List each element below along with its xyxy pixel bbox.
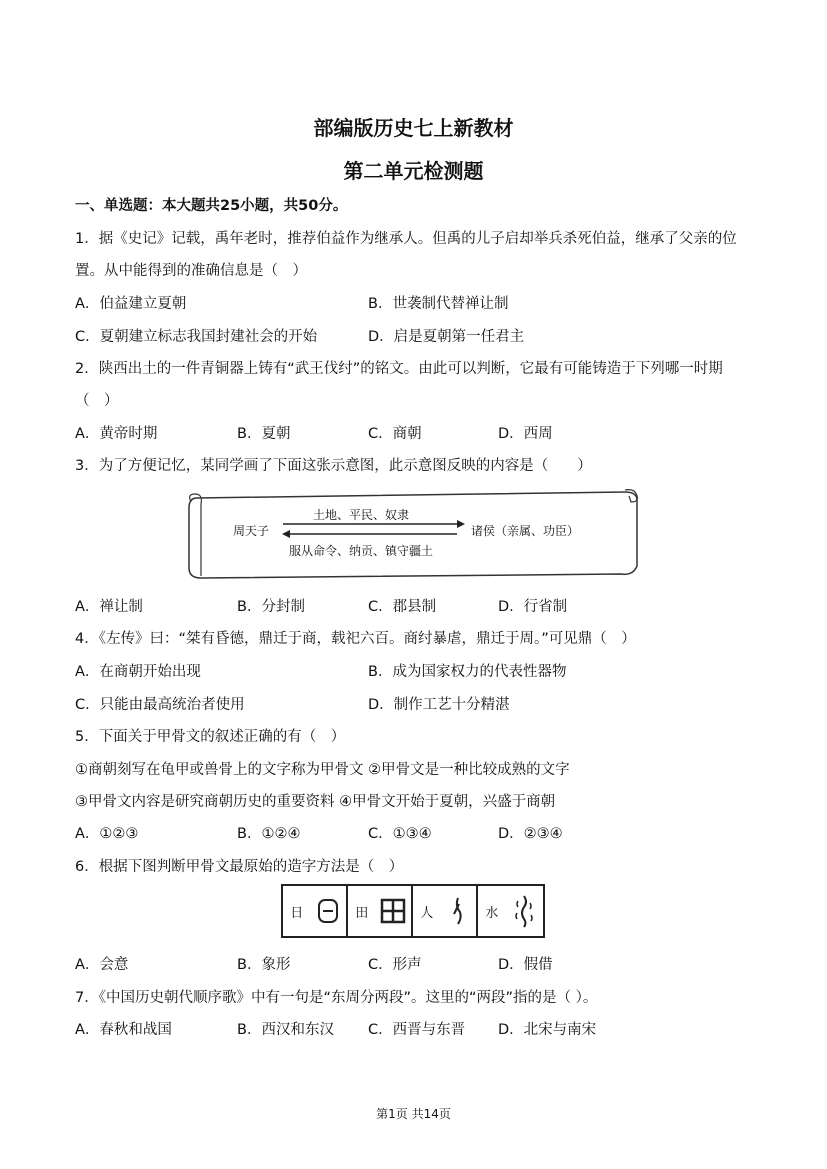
oracle-person-glyph: [441, 886, 478, 936]
q5-statement-2: ③甲骨文内容是研究商朝历史的重要资料 ④甲骨文开始于夏朝，兴盛于商朝: [75, 794, 556, 810]
title-main: 部编版历史七上新教材: [313, 116, 514, 140]
page-footer: 第1页 共14页: [376, 1107, 451, 1121]
diagram-right-label: 诸侯（亲属、功臣）: [471, 524, 580, 538]
q4-option-d: D．制作工艺十分精湛: [368, 697, 510, 713]
q6-option-d: D．假借: [498, 957, 553, 973]
q5-option-b: B．①②④: [237, 826, 301, 842]
oracle-character-table: [281, 884, 545, 938]
char-label-sun: 日: [290, 905, 304, 921]
diagram-bottom-label: 服从命令、纳贡、镇守疆土: [289, 544, 434, 558]
q5-statement-1: ①商朝刻写在龟甲或兽骨上的文字称为甲骨文 ②甲骨文是一种比较成熟的文字: [75, 762, 570, 778]
q1-stem-1: 1．据《史记》记载，禹年老时，推荐伯益作为继承人。但禹的儿子启却举兵杀死伯益，继承了父亲的位: [75, 231, 737, 247]
q3-option-a: A．禅让制: [75, 599, 143, 615]
q2-stem-1: 2．陕西出土的一件青铜器上铸有“武王伐纣”的铭文。由此可以判断，它最有可能铸造于下列哪一时期: [75, 361, 723, 377]
q5-option-d: D．②③④: [498, 826, 563, 842]
q6-option-c: C．形声: [368, 957, 422, 973]
q3-option-c: C．郡县制: [368, 599, 437, 615]
char-label-water: 水: [485, 905, 499, 921]
q2-stem-2: （ ）: [75, 393, 119, 409]
oracle-sun-glyph: [311, 886, 348, 936]
char-label-person: 人: [420, 905, 434, 921]
q6-stem: 6．根据下图判断甲骨文最原始的造字方法是（ ）: [75, 859, 404, 875]
fief-system-diagram: [185, 488, 640, 580]
q1-option-a: A．伯益建立夏朝: [75, 296, 187, 312]
q7-option-c: C．西晋与东晋: [368, 1022, 466, 1038]
q2-option-c: C．商朝: [368, 426, 422, 442]
q6-option-a: A．会意: [75, 957, 129, 973]
q4-option-b: B．成为国家权力的代表性器物: [368, 664, 567, 680]
q4-option-c: C．只能由最高统治者使用: [75, 697, 245, 713]
q7-option-a: A．春秋和战国: [75, 1022, 172, 1038]
q4-stem: 4．《左传》曰：“桀有昏德，鼎迁于商，载祀六百。商纣暴虐，鼎迁于周。”可见鼎（ ）: [75, 631, 636, 647]
oracle-water-glyph: [506, 886, 543, 936]
oracle-field-glyph: [376, 886, 413, 936]
title-sub: 第二单元检测题: [343, 159, 484, 183]
q2-option-a: A．黄帝时期: [75, 426, 158, 442]
section-heading: 一、单选题：本大题共25小题，共50分。: [75, 198, 348, 214]
q4-option-a: A．在商朝开始出现: [75, 664, 201, 680]
q6-option-b: B．象形: [237, 957, 291, 973]
q5-stem: 5．下面关于甲骨文的叙述正确的有（ ）: [75, 729, 346, 745]
diagram-left-label: 周天子: [233, 524, 270, 538]
q2-option-d: D．西周: [498, 426, 553, 442]
q1-stem-2: 置。从中能得到的准确信息是（ ）: [75, 263, 307, 279]
q3-option-d: D．行省制: [498, 599, 568, 615]
q1-option-d: D．启是夏朝第一任君主: [368, 329, 525, 345]
q7-option-d: D．北宋与南宋: [498, 1022, 597, 1038]
q5-option-a: A．①②③: [75, 826, 139, 842]
q3-stem: 3．为了方便记忆，某同学画了下面这张示意图，此示意图反映的内容是（ ）: [75, 458, 592, 474]
q7-stem: 7．《中国历史朝代顺序歌》中有一句是“东周分两段”。这里的“两段”指的是（ ）。: [75, 990, 598, 1006]
q2-option-b: B．夏朝: [237, 426, 291, 442]
q3-option-b: B．分封制: [237, 599, 305, 615]
q1-option-c: C．夏朝建立标志我国封建社会的开始: [75, 329, 318, 345]
char-label-field: 田: [355, 905, 369, 921]
q5-option-c: C．①③④: [368, 826, 432, 842]
q7-option-b: B．西汉和东汉: [237, 1022, 334, 1038]
q1-option-b: B．世袭制代替禅让制: [368, 296, 509, 312]
diagram-top-label: 土地、平民、奴隶: [313, 508, 410, 522]
